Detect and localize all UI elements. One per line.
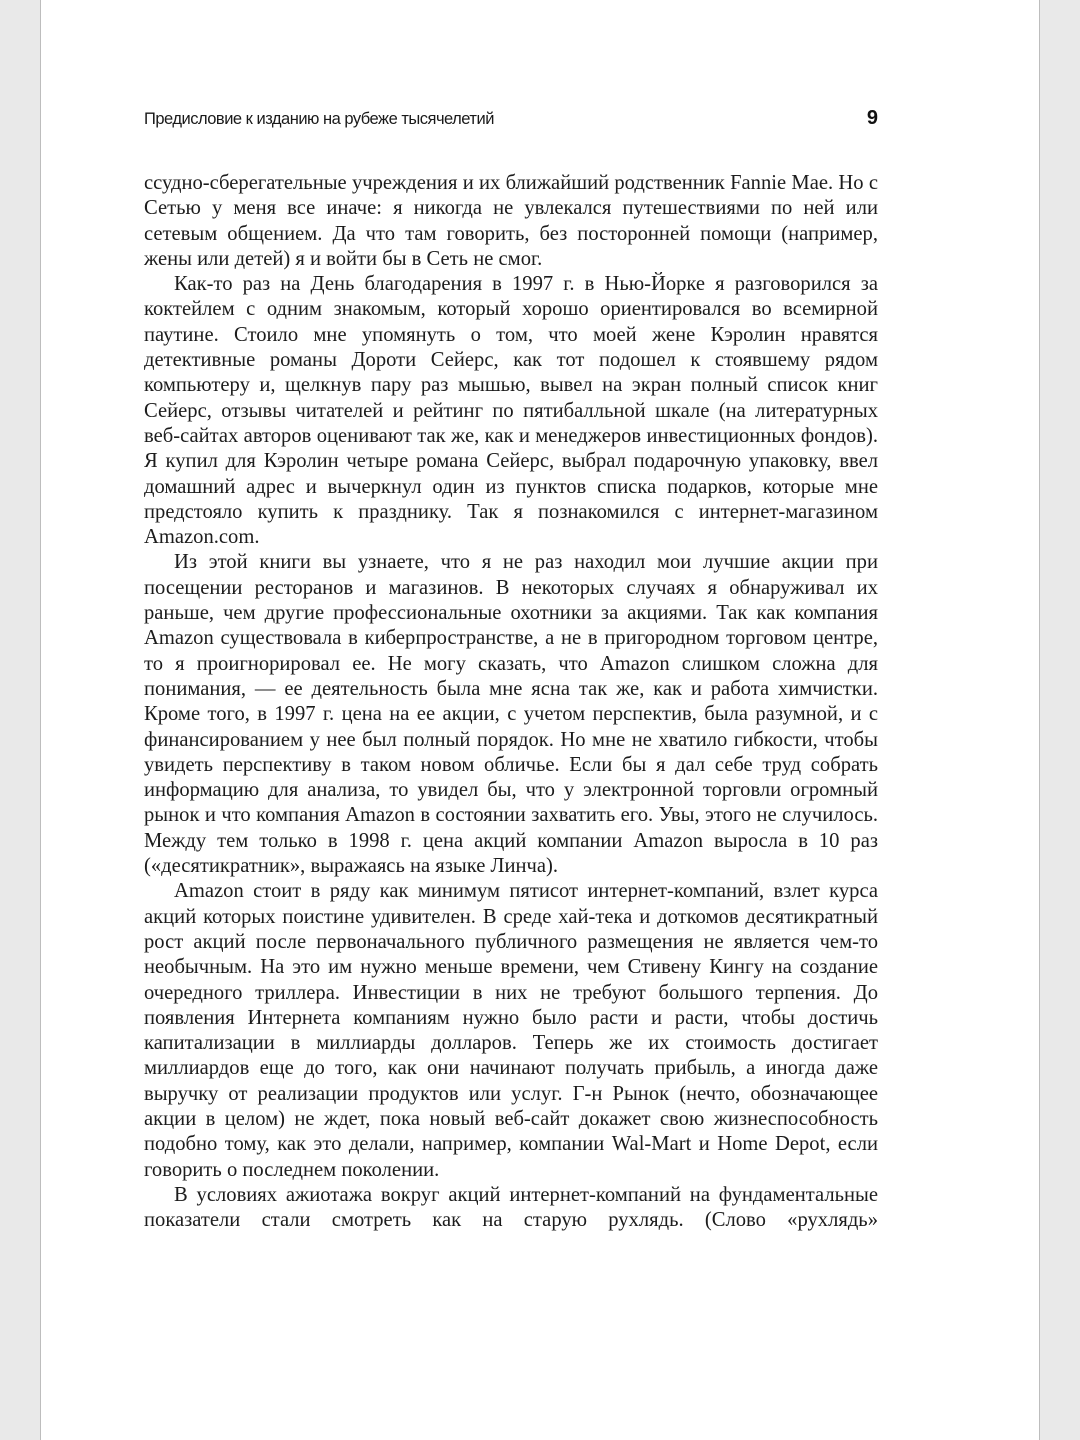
paragraph-thanksgiving: Как-то раз на День благодарения в 1997 г. в Нью-Йорке я разговорился за коктейлем с одним знакомым, который хорошо ориентировался во всемирной паутине. Стоило мне упомянуть о том, что моей жене Кэролин нравятся детективные романы Дороти Сейерс, как тот подошел к стоявшему рядом компьютеру и, щелкнув пару раз мышью, вывел на экран полный список книг Сейерс, отзывы читателей и рейтинг по пятибалльной шкале (на литературных веб-сайтах авторов оценивают так же, как и менеджеров инвестиционных фондов). Я купил для Кэролин четыре романа Сейерс, выбрал подарочную упаковку, ввел домашний адрес и вычеркнул один из пунктов списка подарков, которые мне предстояло купить к празднику. Так я познакомился с интернет-магазином Amazon.com. [144, 273, 878, 549]
running-header [144, 107, 878, 137]
paragraph-amazon-missed: Из этой книги вы узнаете, что я не раз находил мои лучшие акции при посещении ресторанов и магазинов. В некоторых случаях я обнаруживал их раньше, чем другие профессиональные охотники за акциями. Так как компания Amazon существовала в киберпространстве, а не в пригородном торговом центре, то я проигнорировал ее. Не могу сказать, что Amazon слишком сложна для понимания, — ее деятельность была мне ясна так же, как и работа химчистки. Кроме того, в 1997 г. цена на ее акции, с учетом перспектив, была разумной, и с финансированием у нее был полный порядок. Но мне не хватило гибкости, чтобы увидеть перспективу в таком новом обличье. Если бы я дал себе труд собрать информацию для анализа, то увидел бы, что у электронной торговли огромный рынок и что компания Amazon в состоянии захватить его. Увы, этого не случилось. Между тем только в 1998 г. цена акций компании Amazon выросла в 10 раз («десятикратник», выражаясь на языке Линча). [144, 551, 878, 878]
body-text [144, 171, 878, 1233]
book-page [40, 0, 1040, 1440]
paragraph-internet-companies: Amazon стоит в ряду как минимум пятисот интернет-компаний, взлет курса акций которых поистине удивителен. В среде хай-тека и доткомов десятикратный рост акций после первоначального публичного размещения не является чем-то необычным. На это им нужно меньше времени, чем Стивену Кингу на создание очередного триллера. Инвестиции в них не требуют большого терпения. До появления Интернета компаниям нужно было расти и расти, чтобы достичь капитализации в миллиарды долларов. Теперь же их стоимость достигает миллиардов еще до того, как они начинают получать прибыль, а иногда даже выручку от реализации продуктов или услуг. Г-н Рынок (нечто, обозначающее акции в целом) не ждет, пока новый веб-сайт докажет свою жизнеспособность подобно тому, как это делали, например, компании Wal-Mart и Home Depot, если говорить о последнем поколении. [144, 880, 878, 1181]
page-number: 9 [866, 107, 878, 129]
paragraph-fundamentals: В условиях ажиотажа вокруг акций интернет-компаний на фундаментальные показатели стали смотреть как на старую рухлядь. (Слово «рухлядь» [144, 1183, 878, 1232]
paragraph-continuation: ссудно-сберегательные учреждения и их ближайший родственник Fannie Mae. Но с Сетью у меня все иначе: я никогда не увлекался путешествиями по ней или сетевым общением. Да что там говорить, без посторонней помощи (например, жены или детей) я и войти бы в Сеть не смог. [144, 172, 878, 270]
running-title: Предисловие к изданию на рубеже тысячелетий [144, 110, 494, 128]
